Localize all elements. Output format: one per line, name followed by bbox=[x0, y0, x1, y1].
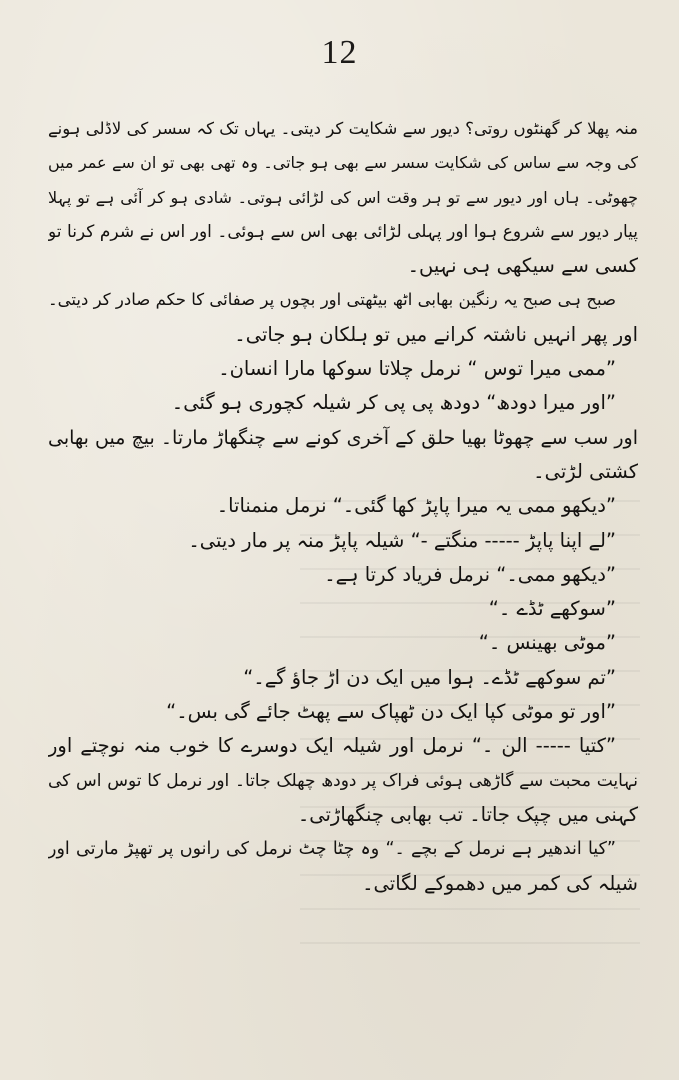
text-line-6: صبح ہی صبح یہ رنگین بھابی اٹھ بیٹھتی اور بچوں پر صفائی کا حکم صادر کر دیتی۔ bbox=[48, 290, 616, 310]
text-line-7: اور پھر انہیں ناشتہ کرانے میں تو ہلکان ہو جاتی۔ bbox=[234, 322, 638, 346]
text-line-5: کسی سے سیکھی ہی نہیں۔ bbox=[407, 254, 638, 278]
text-line-18: ”اور تو موٹی کپا ایک دن ٹھپاک سے پھٹ جائے گی بس۔“ bbox=[166, 700, 616, 724]
page-number: 12 bbox=[321, 34, 358, 71]
text-line-22: ”کیا اندھیر ہے نرمل کے بچے ۔“ وہ چٹا چٹ نرمل کی رانوں پر تھپڑ مارتی اور bbox=[48, 839, 616, 860]
text-line-21: کہنی میں چپک جاتا۔ تب بھابی چنگھاڑتی۔ bbox=[297, 802, 638, 826]
text-line-23: شیلہ کی کمر میں دھموکے لگاتی۔ bbox=[362, 871, 638, 895]
text-line-8: ”ممی میرا توس “ نرمل چلاتا سوکھا مارا انسان۔ bbox=[218, 357, 616, 381]
text-line-20: نہایت محبت سے گاڑھی ہوئی فراک پر دودھ چھلک جاتا۔ اور نرمل کا توس اس کی bbox=[48, 770, 638, 791]
text-line-10: اور سب سے چھوٹا بھیا حلق کے آخری کونے سے چنگھاڑ مارتا۔ بیچ میں بھابی bbox=[48, 426, 638, 449]
text-line-3: چھوٹی۔ ہاں اور دیور سے تو ہر وقت اس کی لڑائی ہوتی۔ شادی ہو کر آئی ہے تو پہلا bbox=[48, 187, 638, 207]
text-line-1: منہ پھلا کر گھنٹوں روتی؟ دیور سے شکایت کر دیتی۔ یہاں تک کہ سسر کی لاڈلی ہونے bbox=[48, 119, 638, 138]
text-line-12: ”دیکھو ممی یہ میرا پاپڑ کھا گئی۔“ نرمل منمناتا۔ bbox=[216, 494, 616, 518]
text-line-14: ”دیکھو ممی۔“ نرمل فریاد کرتا ہے۔ bbox=[324, 562, 616, 586]
text-line-17: ”تم سوکھے ٹڈے۔ ہوا میں ایک دن اڑ جاؤ گے۔“ bbox=[243, 665, 616, 689]
text-line-11: کشتی لڑتی۔ bbox=[533, 459, 638, 483]
text-line-16: ”موٹی بھینس ۔“ bbox=[478, 631, 616, 655]
body-text bbox=[48, 112, 638, 901]
text-line-2: کی وجہ سے ساس کی شکایت سسر سے بھی ہو جاتی۔ وہ تھی بھی تو ان سے عمر میں bbox=[48, 153, 638, 173]
text-line-15: ”سوکھے ٹڈے ۔“ bbox=[488, 597, 616, 621]
text-line-19: ”کتیا ----- الن ۔“ نرمل اور شیلہ ایک دوسرے کا خوب منہ نوچتے اور bbox=[48, 734, 616, 758]
text-line-9: ”اور میرا دودھ“ دودھ پی پی کر شیلہ کچوری ہو گئی۔ bbox=[171, 391, 616, 415]
text-line-4: پیار دیور سے شروع ہوا اور پہلی لڑائی بھی اس سے ہوئی۔ اور اس نے شرم کرنا تو bbox=[48, 221, 638, 242]
text-line-13: ”لے اپنا پاپڑ ----- منگتے -“ شیلہ پاپڑ منہ پر مار دیتی۔ bbox=[188, 528, 616, 552]
